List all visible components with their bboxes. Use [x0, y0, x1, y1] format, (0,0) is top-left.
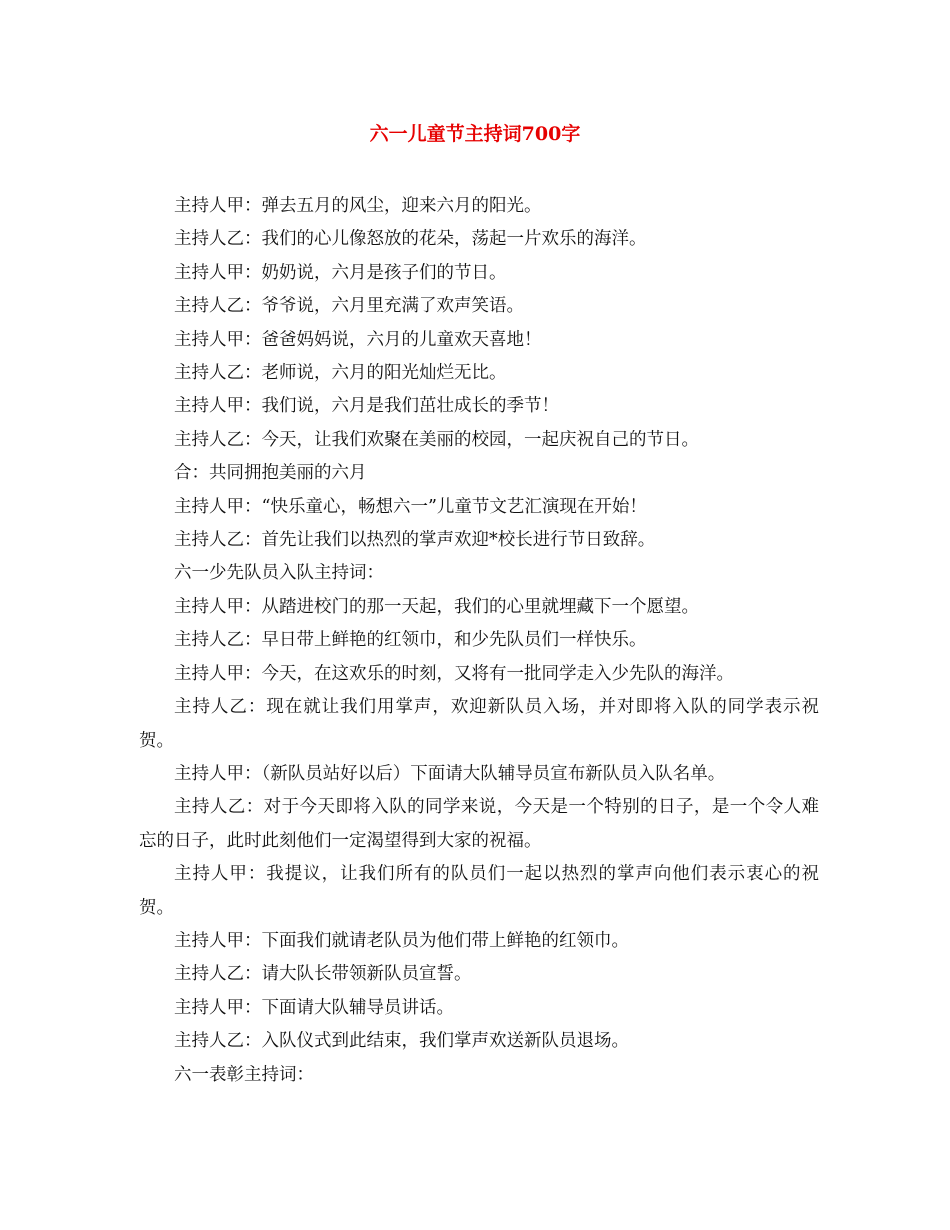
paragraph: 主持人甲：下面请大队辅导员讲话。 [174, 997, 454, 1018]
paragraph: 主持人乙：爷爷说，六月里充满了欢声笑语。 [174, 296, 524, 317]
paragraph: 主持人乙：请大队长带领新队员宣誓。 [174, 964, 472, 985]
paragraph: 主持人乙：现在就让我们用掌声，欢迎新队员入场，并对即将入队的同学表示祝贺。 [139, 697, 819, 751]
paragraph: 主持人乙：老师说，六月的阳光灿烂无比。 [174, 363, 507, 384]
document-body [139, 190, 819, 1092]
paragraph: 主持人乙：对于今天即将入队的同学来说，今天是一个特别的日子，是一个令人难忘的日子，此时此刻他们一定渴望得到大家的祝福。 [139, 797, 819, 851]
paragraph: 主持人乙：早日带上鲜艳的红领巾，和少先队员们一样快乐。 [174, 630, 647, 651]
paragraph: 主持人甲：（新队员站好以后）下面请大队辅导员宣布新队员入队名单。 [174, 763, 726, 784]
paragraph: 主持人甲：下面我们就请老队员为他们带上鲜艳的红领巾。 [174, 930, 629, 951]
paragraph: 主持人甲：今天，在这欢乐的时刻，又将有一批同学走入少先队的海洋。 [174, 663, 734, 684]
paragraph: 合：共同拥抱美丽的六月 [174, 463, 367, 484]
section-heading: 六一表彰主持词： [174, 1064, 314, 1085]
section-heading: 六一少先队员入队主持词： [174, 563, 384, 584]
paragraph: 主持人甲：奶奶说，六月是孩子们的节日。 [174, 262, 507, 283]
paragraph: 主持人乙：首先让我们以热烈的掌声欢迎*校长进行节日致辞。 [174, 530, 656, 551]
paragraph: 主持人甲：我提议，让我们所有的队员们一起以热烈的掌声向他们表示衷心的祝贺。 [139, 864, 819, 918]
paragraph: 主持人乙：今天，让我们欢聚在美丽的校园，一起庆祝自己的节日。 [174, 429, 699, 450]
paragraph: 主持人甲：爸爸妈妈说，六月的儿童欢天喜地！ [174, 329, 542, 350]
paragraph: 主持人甲：“快乐童心，畅想六一”儿童节文艺汇演现在开始！ [174, 496, 647, 517]
document-title: 六一儿童节主持词700字 [369, 123, 581, 145]
paragraph: 主持人乙：入队仪式到此结束，我们掌声欢送新队员退场。 [174, 1031, 629, 1052]
paragraph: 主持人甲：弹去五月的风尘，迎来六月的阳光。 [174, 196, 542, 216]
paragraph: 主持人甲：我们说，六月是我们茁壮成长的季节！ [174, 396, 559, 417]
paragraph: 主持人乙：我们的心儿像怒放的花朵，荡起一片欢乐的海洋。 [174, 229, 647, 250]
paragraph: 主持人甲：从踏进校门的那一天起，我们的心里就埋藏下一个愿望。 [174, 596, 699, 617]
